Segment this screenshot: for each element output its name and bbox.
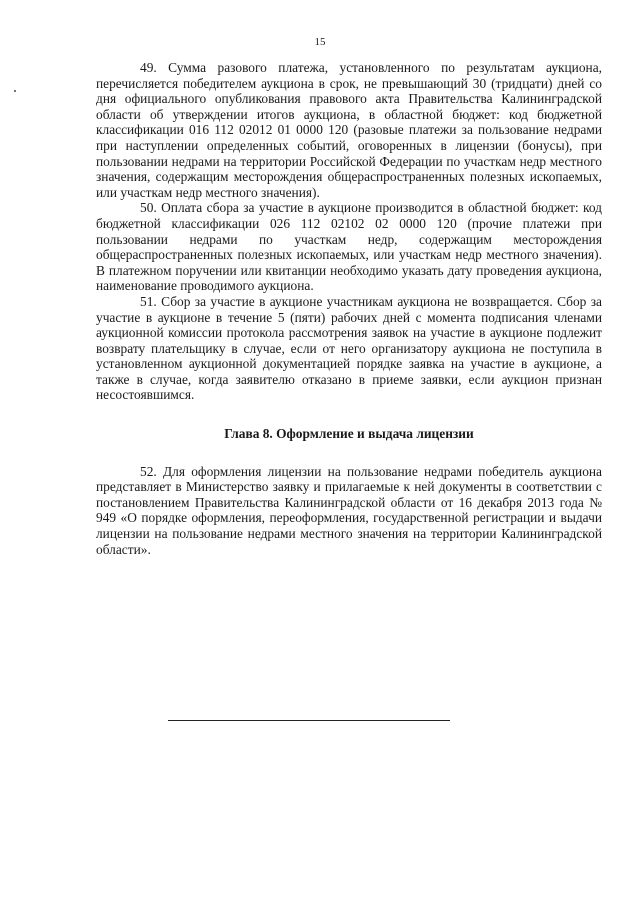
paragraph-51: 51. Сбор за участие в аукционе участникам аукциона не возвращается. Сбор за участие в аукционе в течение 5 (пяти) рабочих дней с момента подписания членами аукционной комиссии протокола рассмотрения заявок на участие в аукционе подлежит возврату плательщику в случае, если от него организатору аукциона не поступила в установленном аукционной документацией порядке заявка на участие в аукционе, а также в случае, когда заявителю отказано в приеме заявки, если аукцион признан несостоявшимся. (96, 293, 602, 403)
paragraph-50: 50. Оплата сбора за участие в аукционе производится в областной бюджет: код бюджетной классификации 026 112 02102 02 0000 120 (прочие платежи при пользовании недрами по участкам недр, содержащим месторождения общераспространенных полезных ископаемых, или участкам недр местного значения). В платежном поручении или квитанции необходимо указать дату проведения аукциона, наименование проводимого аукциона. (96, 200, 602, 294)
document-body (96, 60, 602, 557)
scan-speck (14, 90, 16, 92)
paragraph-52: 52. Для оформления лицензии на пользование недрами победитель аукциона представляет в Министерство заявку и прилагаемые к ней документы в соответствии с постановлением Правительства Калининградской области от 16 декабря 2013 года № 949 «О порядке оформления, переоформления, государственной регистрации и выдачи лицензии на пользование недрами местного значения на территории Калининградской области». (96, 463, 602, 557)
closing-rule (168, 720, 450, 721)
page-number: 15 (314, 36, 326, 48)
chapter-heading: Глава 8. Оформление и выдача лицензии (224, 426, 474, 442)
paragraph-49: 49. Сумма разового платежа, установленного по результатам аукциона, перечисляется победителем аукциона в срок, не превышающий 30 (тридцати) дней со дня официального опубликования правового акта Правительства Калининградской области об утверждении итогов аукциона, в областной бюджет: код бюджетной классификации 016 112 02012 01 0000 120 (разовые платежи за пользование недрами при наступлении определенных событий, оговоренных в лицензии (бонусы), при пользовании недрами на территории Российской Федерации по участкам недр местного значения, содержащим месторождения общераспространенных полезных ископаемых, или участкам недр местного значения). (96, 60, 602, 200)
